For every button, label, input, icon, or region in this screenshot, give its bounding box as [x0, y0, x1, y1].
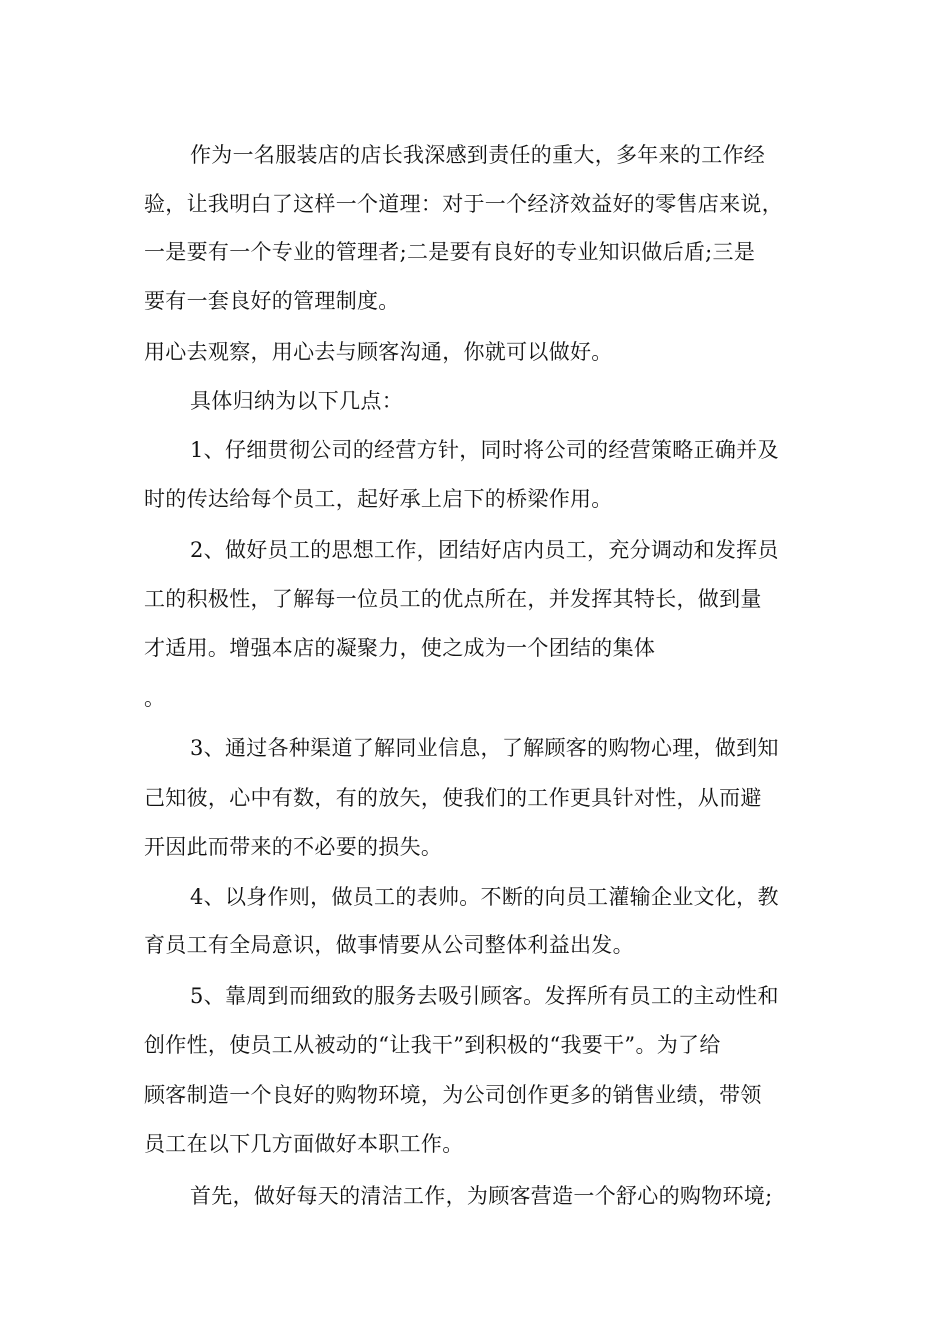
- paragraph-line: 验，让我明白了这样一个道理：对于一个经济效益好的零售店来说，: [144, 192, 783, 216]
- paragraph-line: 员工在以下几方面做好本职工作。: [144, 1132, 464, 1156]
- paragraph-line: 一是要有一个专业的管理者;二是要有良好的专业知识做后盾;三是: [144, 240, 756, 264]
- paragraph-line: 要有一套良好的管理制度。: [144, 289, 400, 313]
- paragraph-line: 时的传达给每个员工，起好承上启下的桥梁作用。: [144, 487, 613, 511]
- paragraph-line: 2、做好员工的思想工作，团结好店内员工，充分调动和发挥员: [190, 538, 779, 562]
- paragraph-line: 3、通过各种渠道了解同业信息，了解顾客的购物心理，做到知: [190, 736, 779, 760]
- paragraph-line: 创作性，使员工从被动的“让我干”到积极的“我要干”。为了给: [144, 1033, 721, 1057]
- paragraph-line: 顾客制造一个良好的购物环境，为公司创作更多的销售业绩，带领: [144, 1083, 762, 1107]
- paragraph-line: 作为一名服装店的店长我深感到责任的重大，多年来的工作经: [190, 143, 766, 167]
- paragraph-line: 4、以身作则，做员工的表帅。不断的向员工灌输企业文化，教: [190, 885, 779, 909]
- paragraph-line: 育员工有全局意识，做事情要从公司整体利益出发。: [144, 933, 634, 957]
- paragraph-line: 5、靠周到而细致的服务去吸引顾客。发挥所有员工的主动性和: [190, 984, 779, 1008]
- paragraph-line: 。: [144, 686, 166, 710]
- paragraph-line: 己知彼，心中有数，有的放矢，使我们的工作更具针对性，从而避: [144, 786, 762, 810]
- paragraph-line: 工的积极性，了解每一位员工的优点所在，并发挥其特长，做到量: [144, 587, 762, 611]
- paragraph-line: 具体归纳为以下几点：: [190, 389, 403, 413]
- paragraph-line: 用心去观察，用心去与顾客沟通，你就可以做好。: [144, 340, 613, 364]
- paragraph-line: 首先，做好每天的清洁工作，为顾客营造一个舒心的购物环境;: [190, 1184, 773, 1208]
- paragraph-line: 开因此而带来的不必要的损失。: [144, 835, 443, 859]
- paragraph-line: 1、仔细贯彻公司的经营方针，同时将公司的经营策略正确并及: [190, 438, 779, 462]
- paragraph-line: 才适用。增强本店的凝聚力，使之成为一个团结的集体: [144, 636, 656, 660]
